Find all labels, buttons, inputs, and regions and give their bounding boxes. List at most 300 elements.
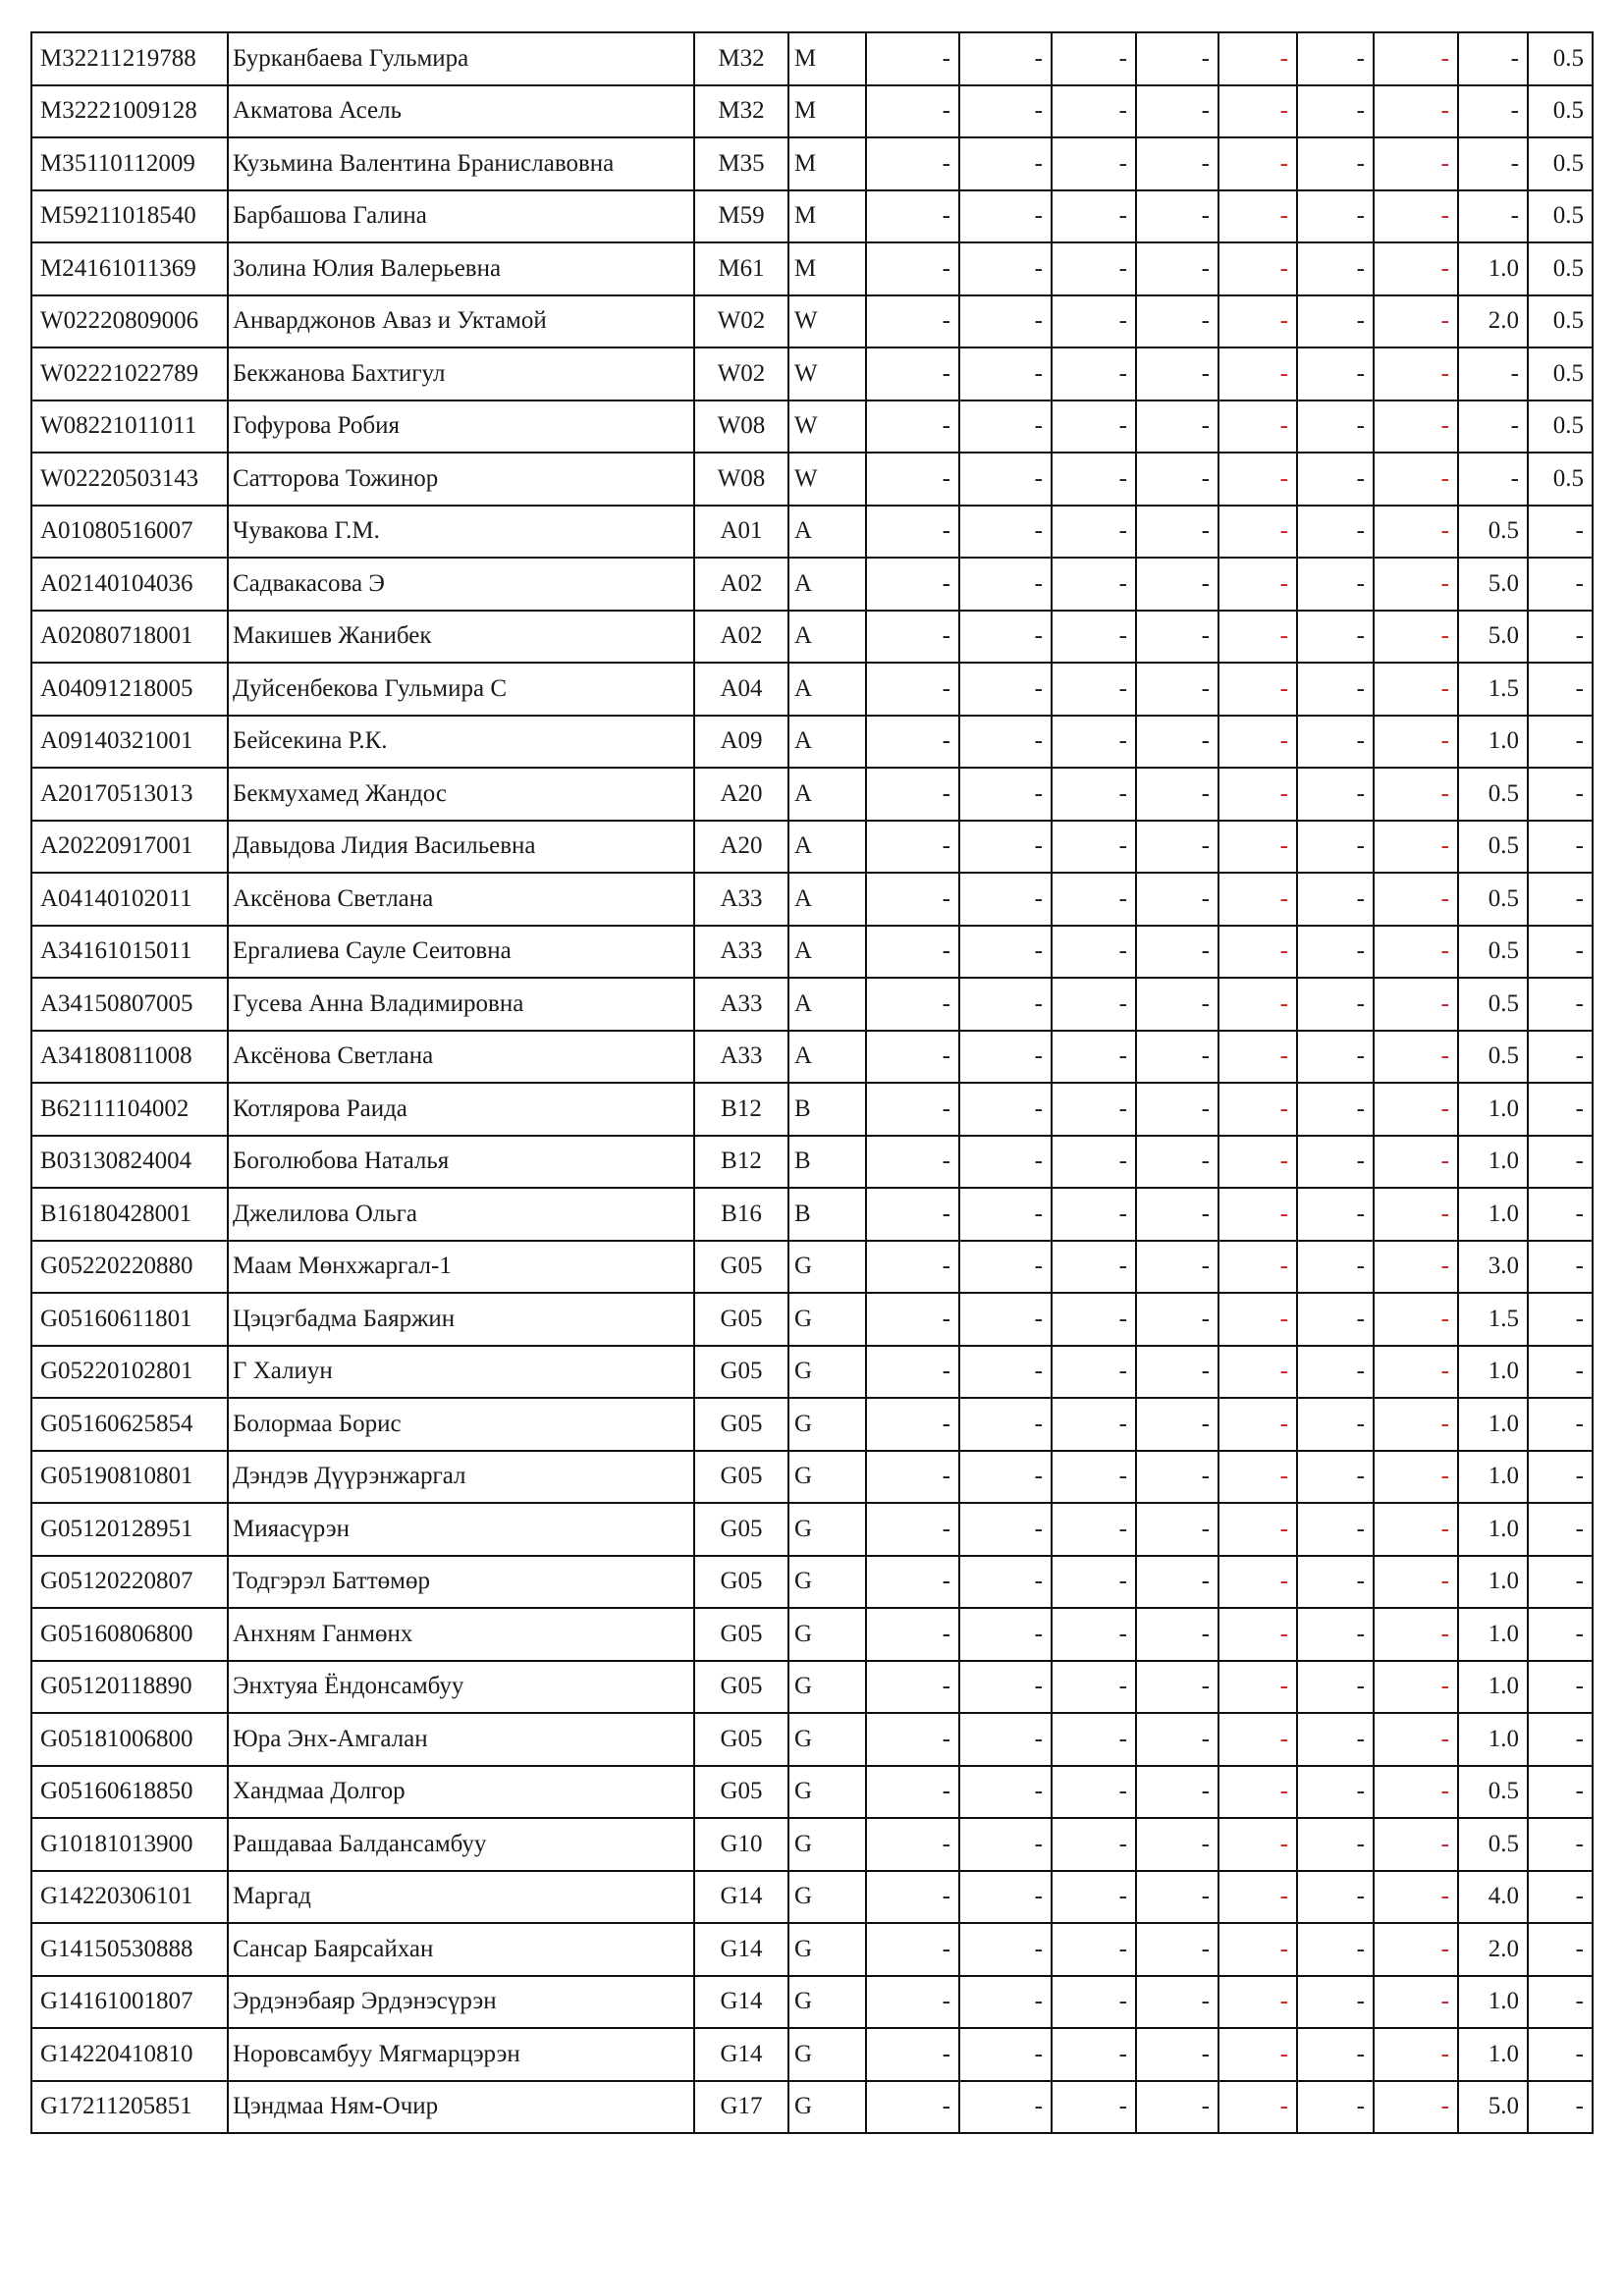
row-value-b-cell: - [1528, 821, 1593, 874]
row-group-cell: A [788, 821, 866, 874]
row-empty-cell: - [1218, 1398, 1297, 1451]
row-region-cell: G05 [694, 1503, 788, 1556]
row-empty-cell: - [1052, 1608, 1136, 1661]
row-name-cell: Котлярова Раида [228, 1083, 694, 1136]
row-empty-cell: - [1374, 2028, 1458, 2081]
row-empty-cell: - [1297, 768, 1374, 821]
row-value-a-cell: 1.0 [1458, 1188, 1528, 1241]
table-row [31, 926, 1593, 979]
table-row [31, 1451, 1593, 1504]
row-value-a-cell: - [1458, 137, 1528, 190]
row-empty-cell: - [1136, 1451, 1218, 1504]
row-value-b-cell: 0.5 [1528, 400, 1593, 454]
row-id-cell: W02220809006 [31, 295, 228, 348]
row-empty-cell: - [959, 2028, 1052, 2081]
row-empty-cell: - [1218, 1608, 1297, 1661]
row-group-cell: W [788, 400, 866, 454]
row-empty-cell: - [866, 1398, 959, 1451]
row-empty-cell: - [866, 1608, 959, 1661]
table-row [31, 1976, 1593, 2029]
row-region-cell: G10 [694, 1818, 788, 1871]
table-row [31, 1608, 1593, 1661]
row-empty-cell: - [959, 1661, 1052, 1714]
row-empty-cell: - [959, 1713, 1052, 1766]
row-group-cell: G [788, 1871, 866, 1924]
row-region-cell: M61 [694, 242, 788, 295]
row-empty-cell: - [1297, 1293, 1374, 1346]
row-name-cell: Аксёнова Светлана [228, 1031, 694, 1084]
row-empty-cell: - [1297, 85, 1374, 138]
row-region-cell: G05 [694, 1451, 788, 1504]
row-region-cell: B12 [694, 1083, 788, 1136]
row-empty-cell: - [1218, 1293, 1297, 1346]
row-empty-cell: - [1136, 1661, 1218, 1714]
row-value-b-cell: 0.5 [1528, 137, 1593, 190]
row-value-a-cell: - [1458, 400, 1528, 454]
row-empty-cell: - [1297, 1818, 1374, 1871]
row-value-a-cell: - [1458, 85, 1528, 138]
row-empty-cell: - [1297, 1451, 1374, 1504]
row-name-cell: Цэцэгбадма Баяржин [228, 1293, 694, 1346]
row-empty-cell: - [866, 347, 959, 400]
row-value-a-cell: - [1458, 347, 1528, 400]
row-value-b-cell: 0.5 [1528, 32, 1593, 85]
row-empty-cell: - [1052, 1241, 1136, 1294]
row-empty-cell: - [959, 1398, 1052, 1451]
table-row [31, 558, 1593, 611]
row-empty-cell: - [866, 1503, 959, 1556]
row-value-b-cell: - [1528, 663, 1593, 716]
row-empty-cell: - [1052, 295, 1136, 348]
row-id-cell: M59211018540 [31, 190, 228, 243]
row-empty-cell: - [959, 506, 1052, 559]
row-value-a-cell: 0.5 [1458, 768, 1528, 821]
row-region-cell: G05 [694, 1398, 788, 1451]
row-empty-cell: - [866, 1976, 959, 2029]
row-empty-cell: - [1218, 506, 1297, 559]
row-empty-cell: - [1052, 1713, 1136, 1766]
row-empty-cell: - [1218, 453, 1297, 506]
row-empty-cell: - [959, 190, 1052, 243]
row-empty-cell: - [1297, 926, 1374, 979]
row-empty-cell: - [1052, 1346, 1136, 1399]
row-region-cell: A33 [694, 978, 788, 1031]
row-empty-cell: - [1136, 978, 1218, 1031]
row-empty-cell: - [1052, 663, 1136, 716]
row-empty-cell: - [1297, 2081, 1374, 2134]
row-name-cell: Болормаа Борис [228, 1398, 694, 1451]
row-empty-cell: - [1297, 32, 1374, 85]
row-empty-cell: - [959, 978, 1052, 1031]
row-empty-cell: - [1052, 978, 1136, 1031]
row-id-cell: A04091218005 [31, 663, 228, 716]
row-group-cell: B [788, 1083, 866, 1136]
row-empty-cell: - [1374, 32, 1458, 85]
row-value-b-cell: - [1528, 1713, 1593, 1766]
row-empty-cell: - [1374, 1241, 1458, 1294]
row-empty-cell: - [866, 558, 959, 611]
row-empty-cell: - [866, 663, 959, 716]
row-empty-cell: - [866, 716, 959, 769]
row-region-cell: G14 [694, 1923, 788, 1976]
row-name-cell: Эрдэнэбаяр Эрдэнэсүрэн [228, 1976, 694, 2029]
row-empty-cell: - [1136, 137, 1218, 190]
row-empty-cell: - [1297, 716, 1374, 769]
row-empty-cell: - [1374, 506, 1458, 559]
row-empty-cell: - [959, 611, 1052, 664]
row-empty-cell: - [1052, 926, 1136, 979]
row-value-b-cell: - [1528, 1241, 1593, 1294]
row-region-cell: A02 [694, 611, 788, 664]
row-id-cell: A20220917001 [31, 821, 228, 874]
row-empty-cell: - [1052, 716, 1136, 769]
row-empty-cell: - [1218, 558, 1297, 611]
row-empty-cell: - [866, 32, 959, 85]
row-empty-cell: - [1052, 1293, 1136, 1346]
row-empty-cell: - [1374, 1871, 1458, 1924]
row-value-a-cell: 5.0 [1458, 558, 1528, 611]
row-value-b-cell: - [1528, 1346, 1593, 1399]
row-empty-cell: - [1136, 1083, 1218, 1136]
row-empty-cell: - [1136, 716, 1218, 769]
row-group-cell: A [788, 768, 866, 821]
table-row [31, 1766, 1593, 1819]
table-row [31, 1188, 1593, 1241]
row-empty-cell: - [866, 1451, 959, 1504]
row-empty-cell: - [1052, 768, 1136, 821]
table-row [31, 190, 1593, 243]
table-row [31, 663, 1593, 716]
row-empty-cell: - [1136, 190, 1218, 243]
row-empty-cell: - [1218, 295, 1297, 348]
row-id-cell: W02221022789 [31, 347, 228, 400]
row-empty-cell: - [1136, 873, 1218, 926]
row-value-b-cell: - [1528, 1451, 1593, 1504]
row-empty-cell: - [1297, 400, 1374, 454]
row-empty-cell: - [1297, 1713, 1374, 1766]
row-name-cell: Бейсекина Р.К. [228, 716, 694, 769]
row-empty-cell: - [1218, 1083, 1297, 1136]
row-empty-cell: - [959, 1503, 1052, 1556]
row-empty-cell: - [1374, 1556, 1458, 1609]
row-group-cell: G [788, 1293, 866, 1346]
row-empty-cell: - [866, 1818, 959, 1871]
row-empty-cell: - [1136, 1293, 1218, 1346]
row-group-cell: M [788, 85, 866, 138]
row-empty-cell: - [1136, 347, 1218, 400]
row-name-cell: Гофурова Робия [228, 400, 694, 454]
row-group-cell: G [788, 2081, 866, 2134]
row-empty-cell: - [959, 1923, 1052, 1976]
row-empty-cell: - [866, 400, 959, 454]
row-empty-cell: - [866, 1871, 959, 1924]
row-empty-cell: - [1052, 2081, 1136, 2134]
row-empty-cell: - [866, 506, 959, 559]
row-empty-cell: - [1374, 821, 1458, 874]
row-empty-cell: - [959, 1818, 1052, 1871]
results-table [30, 31, 1594, 2134]
row-region-cell: B12 [694, 1136, 788, 1189]
row-empty-cell: - [1297, 1608, 1374, 1661]
row-empty-cell: - [1218, 1451, 1297, 1504]
row-empty-cell: - [1297, 242, 1374, 295]
row-empty-cell: - [1136, 1241, 1218, 1294]
row-empty-cell: - [1052, 1451, 1136, 1504]
row-empty-cell: - [866, 821, 959, 874]
table-row [31, 1818, 1593, 1871]
row-name-cell: Маам Мөнхжаргал-1 [228, 1241, 694, 1294]
row-empty-cell: - [1374, 1661, 1458, 1714]
row-value-a-cell: 2.0 [1458, 1923, 1528, 1976]
row-name-cell: Джелилова Ольга [228, 1188, 694, 1241]
row-empty-cell: - [1297, 663, 1374, 716]
row-empty-cell: - [1297, 1188, 1374, 1241]
row-region-cell: W08 [694, 453, 788, 506]
row-empty-cell: - [1374, 2081, 1458, 2134]
row-empty-cell: - [1052, 1136, 1136, 1189]
row-empty-cell: - [1374, 1398, 1458, 1451]
row-empty-cell: - [1374, 400, 1458, 454]
row-empty-cell: - [1052, 1398, 1136, 1451]
table-row [31, 1346, 1593, 1399]
row-name-cell: Бекмухамед Жандос [228, 768, 694, 821]
row-group-cell: A [788, 716, 866, 769]
row-value-a-cell: 4.0 [1458, 1871, 1528, 1924]
row-empty-cell: - [1052, 85, 1136, 138]
row-empty-cell: - [1136, 1556, 1218, 1609]
row-empty-cell: - [866, 137, 959, 190]
row-id-cell: W02220503143 [31, 453, 228, 506]
row-value-a-cell: 0.5 [1458, 1766, 1528, 1819]
row-empty-cell: - [1374, 1766, 1458, 1819]
row-empty-cell: - [959, 1451, 1052, 1504]
row-empty-cell: - [1374, 558, 1458, 611]
row-region-cell: G05 [694, 1766, 788, 1819]
row-id-cell: G05160618850 [31, 1766, 228, 1819]
row-empty-cell: - [1297, 1031, 1374, 1084]
row-empty-cell: - [959, 1976, 1052, 2029]
row-id-cell: B16180428001 [31, 1188, 228, 1241]
table-row [31, 2028, 1593, 2081]
row-region-cell: A33 [694, 1031, 788, 1084]
row-empty-cell: - [1052, 821, 1136, 874]
row-group-cell: A [788, 558, 866, 611]
row-value-b-cell: - [1528, 1976, 1593, 2029]
row-value-a-cell: 1.0 [1458, 1136, 1528, 1189]
row-id-cell: A02080718001 [31, 611, 228, 664]
row-value-a-cell: 5.0 [1458, 2081, 1528, 2134]
row-empty-cell: - [1374, 1083, 1458, 1136]
row-empty-cell: - [1218, 663, 1297, 716]
row-empty-cell: - [866, 1766, 959, 1819]
row-empty-cell: - [866, 2028, 959, 2081]
row-empty-cell: - [959, 1031, 1052, 1084]
row-value-a-cell: 5.0 [1458, 611, 1528, 664]
table-row [31, 1241, 1593, 1294]
row-value-a-cell: 1.5 [1458, 1293, 1528, 1346]
row-value-b-cell: 0.5 [1528, 453, 1593, 506]
row-empty-cell: - [1218, 400, 1297, 454]
row-value-a-cell: 1.0 [1458, 2028, 1528, 2081]
table-row [31, 1031, 1593, 1084]
row-empty-cell: - [1136, 558, 1218, 611]
row-empty-cell: - [959, 768, 1052, 821]
row-empty-cell: - [1374, 137, 1458, 190]
row-group-cell: G [788, 1398, 866, 1451]
row-empty-cell: - [1218, 1188, 1297, 1241]
row-empty-cell: - [1218, 1713, 1297, 1766]
row-name-cell: Тодгэрэл Баттөмөр [228, 1556, 694, 1609]
row-value-a-cell: 0.5 [1458, 1818, 1528, 1871]
row-value-a-cell: 0.5 [1458, 506, 1528, 559]
row-empty-cell: - [959, 1346, 1052, 1399]
row-id-cell: A02140104036 [31, 558, 228, 611]
row-empty-cell: - [959, 1083, 1052, 1136]
row-region-cell: B16 [694, 1188, 788, 1241]
row-empty-cell: - [1297, 1976, 1374, 2029]
row-empty-cell: - [1218, 873, 1297, 926]
table-row [31, 611, 1593, 664]
row-empty-cell: - [1218, 1976, 1297, 2029]
row-region-cell: M35 [694, 137, 788, 190]
row-empty-cell: - [866, 1713, 959, 1766]
row-empty-cell: - [1136, 1136, 1218, 1189]
row-name-cell: Маргад [228, 1871, 694, 1924]
row-empty-cell: - [866, 611, 959, 664]
row-value-b-cell: - [1528, 1556, 1593, 1609]
row-value-b-cell: - [1528, 1923, 1593, 1976]
row-id-cell: G05160611801 [31, 1293, 228, 1346]
row-region-cell: M59 [694, 190, 788, 243]
row-region-cell: G17 [694, 2081, 788, 2134]
row-empty-cell: - [1374, 1451, 1458, 1504]
row-id-cell: G05190810801 [31, 1451, 228, 1504]
row-region-cell: A04 [694, 663, 788, 716]
table-row [31, 400, 1593, 454]
row-name-cell: Г Халиун [228, 1346, 694, 1399]
row-group-cell: B [788, 1188, 866, 1241]
row-name-cell: Бекжанова Бахтигул [228, 347, 694, 400]
row-id-cell: G05120118890 [31, 1661, 228, 1714]
row-empty-cell: - [866, 1293, 959, 1346]
row-empty-cell: - [866, 2081, 959, 2134]
row-value-a-cell: - [1458, 32, 1528, 85]
row-value-b-cell: - [1528, 1136, 1593, 1189]
row-value-b-cell: - [1528, 1293, 1593, 1346]
row-empty-cell: - [1374, 978, 1458, 1031]
row-empty-cell: - [1374, 1346, 1458, 1399]
row-empty-cell: - [959, 137, 1052, 190]
row-empty-cell: - [959, 242, 1052, 295]
row-empty-cell: - [1374, 1976, 1458, 2029]
table-row [31, 1661, 1593, 1714]
row-value-a-cell: 1.0 [1458, 1503, 1528, 1556]
row-empty-cell: - [1136, 1713, 1218, 1766]
row-empty-cell: - [1218, 2028, 1297, 2081]
row-id-cell: G10181013900 [31, 1818, 228, 1871]
row-empty-cell: - [959, 1241, 1052, 1294]
row-value-b-cell: - [1528, 1766, 1593, 1819]
table-row [31, 1083, 1593, 1136]
row-name-cell: Золина Юлия Валерьевна [228, 242, 694, 295]
row-name-cell: Сатторова Тожинор [228, 453, 694, 506]
row-value-a-cell: 0.5 [1458, 978, 1528, 1031]
row-id-cell: G05220102801 [31, 1346, 228, 1399]
row-empty-cell: - [1297, 1871, 1374, 1924]
row-value-a-cell: - [1458, 190, 1528, 243]
row-empty-cell: - [1218, 1031, 1297, 1084]
row-group-cell: A [788, 1031, 866, 1084]
row-group-cell: M [788, 137, 866, 190]
row-region-cell: A33 [694, 926, 788, 979]
row-value-b-cell: - [1528, 1608, 1593, 1661]
row-name-cell: Кузьмина Валентина Браниславовна [228, 137, 694, 190]
row-group-cell: G [788, 1346, 866, 1399]
row-empty-cell: - [1052, 873, 1136, 926]
row-name-cell: Акматова Асель [228, 85, 694, 138]
row-empty-cell: - [1052, 1188, 1136, 1241]
row-empty-cell: - [1218, 1136, 1297, 1189]
row-empty-cell: - [959, 453, 1052, 506]
row-group-cell: G [788, 1923, 866, 1976]
row-empty-cell: - [1297, 190, 1374, 243]
row-id-cell: A01080516007 [31, 506, 228, 559]
row-name-cell: Анхням Ганмөнх [228, 1608, 694, 1661]
row-empty-cell: - [866, 1136, 959, 1189]
row-empty-cell: - [1136, 1031, 1218, 1084]
row-empty-cell: - [1052, 137, 1136, 190]
row-empty-cell: - [1052, 611, 1136, 664]
row-region-cell: G05 [694, 1346, 788, 1399]
row-name-cell: Энхтуяа Ёндонсамбуу [228, 1661, 694, 1714]
table-row [31, 1923, 1593, 1976]
row-empty-cell: - [1374, 1503, 1458, 1556]
row-empty-cell: - [866, 85, 959, 138]
row-empty-cell: - [1374, 1188, 1458, 1241]
row-empty-cell: - [959, 1608, 1052, 1661]
row-empty-cell: - [1136, 453, 1218, 506]
row-region-cell: G05 [694, 1608, 788, 1661]
row-empty-cell: - [1136, 1766, 1218, 1819]
row-name-cell: Аксёнова Светлана [228, 873, 694, 926]
table-row [31, 1293, 1593, 1346]
row-empty-cell: - [1052, 32, 1136, 85]
row-empty-cell: - [1136, 1398, 1218, 1451]
row-empty-cell: - [1374, 190, 1458, 243]
row-id-cell: G05220220880 [31, 1241, 228, 1294]
row-empty-cell: - [1052, 400, 1136, 454]
row-value-b-cell: - [1528, 1871, 1593, 1924]
row-group-cell: M [788, 32, 866, 85]
row-empty-cell: - [1136, 1923, 1218, 1976]
row-empty-cell: - [959, 295, 1052, 348]
row-empty-cell: - [1374, 716, 1458, 769]
row-id-cell: G14161001807 [31, 1976, 228, 2029]
row-empty-cell: - [1374, 347, 1458, 400]
row-value-a-cell: 1.0 [1458, 1451, 1528, 1504]
row-empty-cell: - [1052, 1031, 1136, 1084]
row-empty-cell: - [1136, 1346, 1218, 1399]
row-id-cell: A34150807005 [31, 978, 228, 1031]
row-empty-cell: - [1297, 1766, 1374, 1819]
row-empty-cell: - [959, 347, 1052, 400]
table-row [31, 1398, 1593, 1451]
row-value-b-cell: - [1528, 506, 1593, 559]
row-group-cell: G [788, 1451, 866, 1504]
row-empty-cell: - [866, 1346, 959, 1399]
row-empty-cell: - [959, 873, 1052, 926]
table-row [31, 85, 1593, 138]
